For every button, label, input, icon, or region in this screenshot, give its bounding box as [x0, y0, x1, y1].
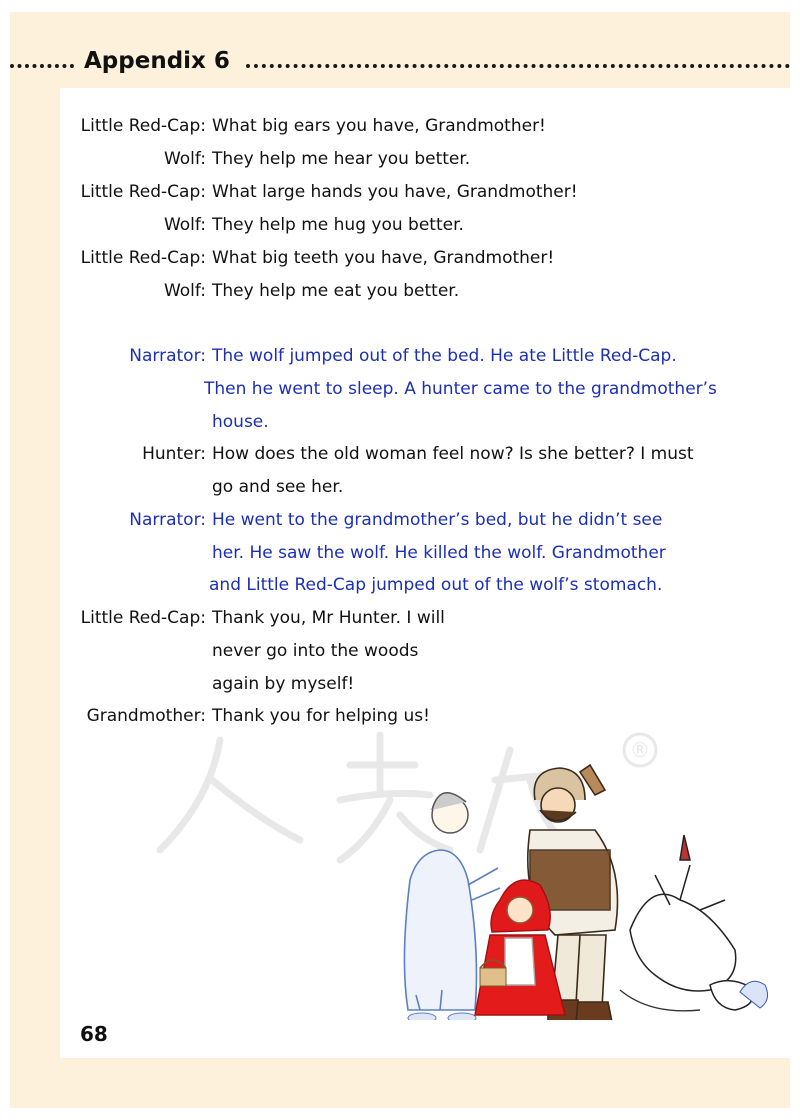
header-dots-right	[246, 64, 790, 68]
dialogue-text: house.	[212, 412, 269, 432]
page-header	[10, 44, 790, 84]
speaker-label: Narrator:	[129, 510, 206, 530]
dialogue-text: never go into the woods	[212, 641, 419, 661]
page-title: Appendix 6	[84, 48, 230, 74]
dialogue-text: her. He saw the wolf. He killed the wolf. Grandmother	[212, 543, 666, 563]
speaker-label: Wolf:	[163, 215, 206, 235]
footer-band	[10, 1058, 790, 1108]
speaker-label: Little Red-Cap:	[80, 608, 206, 628]
dialogue-text: What big teeth you have, Grandmother!	[212, 248, 555, 268]
speaker-label: Little Red-Cap:	[80, 116, 206, 136]
dialogue-text: How does the old woman feel now? Is she better? I must	[212, 444, 694, 464]
speaker-label: Little Red-Cap:	[80, 248, 206, 268]
speaker-label: Hunter:	[142, 444, 206, 464]
dialogue-text: They help me hug you better.	[212, 215, 464, 235]
speaker-label: Grandmother:	[86, 706, 206, 726]
header-dots-left	[10, 64, 74, 68]
dialogue-text: and Little Red-Cap jumped out of the wolf’s stomach.	[209, 575, 663, 595]
dialogue-text: Thank you for helping us!	[212, 706, 430, 726]
dialogue-text: go and see her.	[212, 477, 344, 497]
speaker-label: Narrator:	[129, 346, 206, 366]
dialogue-text: again by myself!	[212, 674, 355, 694]
dialogue-text: The wolf jumped out of the bed. He ate Little Red-Cap.	[212, 346, 677, 366]
characters-illustration-icon	[380, 760, 780, 1020]
dialogue-text: What big ears you have, Grandmother!	[212, 116, 546, 136]
speaker-label: Wolf:	[163, 149, 206, 169]
dialogue-text: He went to the grandmother’s bed, but he didn’t see	[212, 510, 663, 530]
speaker-label: Little Red-Cap:	[80, 182, 206, 202]
page-number: 68	[80, 1022, 108, 1046]
speaker-label: Wolf:	[163, 281, 206, 301]
registered-mark: ®	[630, 738, 650, 762]
dialogue-text: Then he went to sleep. A hunter came to the grandmother’s	[204, 379, 717, 399]
dialogue-text: They help me eat you better.	[212, 281, 460, 301]
dialogue-text: Thank you, Mr Hunter. I will	[212, 608, 445, 628]
dialogue-text: They help me hear you better.	[212, 149, 471, 169]
dialogue-text: What large hands you have, Grandmother!	[212, 182, 578, 202]
